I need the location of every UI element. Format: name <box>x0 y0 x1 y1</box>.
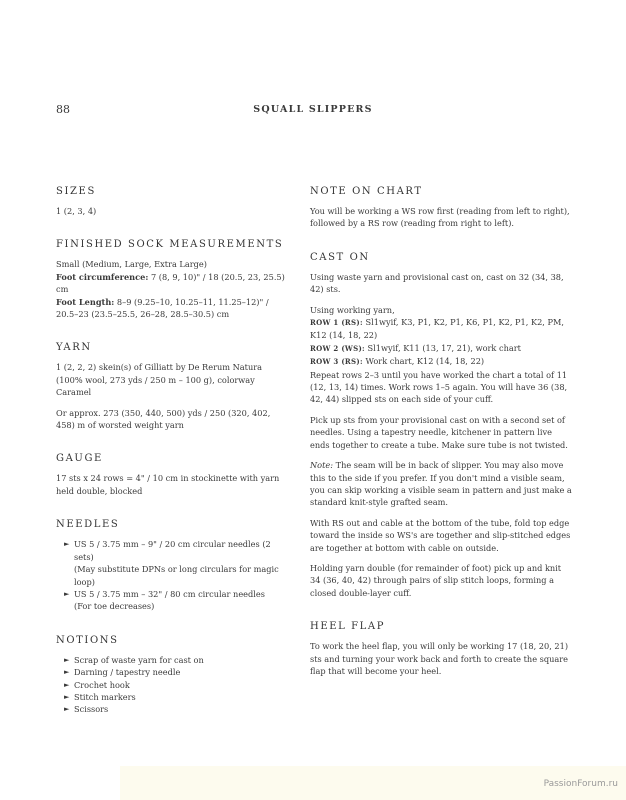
row-2-label: ROW 2 (WS): <box>310 343 365 353</box>
yarn-heading: YARN <box>56 342 92 354</box>
right-column <box>310 186 572 699</box>
row-3 <box>310 355 572 368</box>
needle-main: US 5 / 3.75 mm – 32" / 80 cm circular needles <box>74 588 265 599</box>
foot-length <box>56 296 288 321</box>
bullet-icon: ► <box>64 655 70 664</box>
row-3-label: ROW 3 (RS): <box>310 357 363 367</box>
row-2-text: Sl1wyif, K11 (13, 17, 21), work chart <box>364 342 521 353</box>
list-item <box>64 703 288 715</box>
needle-sub: (For toe decreases) <box>74 601 155 612</box>
row-2 <box>310 342 572 355</box>
sizes-text: 1 (2, 3, 4) <box>56 206 97 216</box>
bullet-icon: ► <box>64 705 70 714</box>
sizes-section <box>56 186 288 217</box>
bullet-icon: ► <box>64 692 70 701</box>
cast-on-paragraph-3: Repeat rows 2–3 until you have worked the chart a total of 11 (12, 13, 14) times. Work rows 1–5 again. You will have 36 (38, 42, 44) slipped sts on each side of your cuff. <box>310 369 568 405</box>
row-1 <box>310 316 572 342</box>
left-column <box>56 186 288 738</box>
foot-length-value: 8–9 (9.25–10, 10.25–11, 11.25–12)" / 20.5–23 (23.5–25.5, 26–28, 28.5–30.5) cm <box>56 296 269 320</box>
sizes-heading: SIZES <box>56 186 96 197</box>
gauge-section <box>56 453 288 497</box>
chart-note-heading: NOTE ON CHART <box>310 186 423 197</box>
notions-section <box>56 635 288 716</box>
page-title: SQUALL SLIPPERS <box>253 104 373 115</box>
list-item <box>64 691 288 703</box>
needles-heading: NEEDLES <box>56 519 120 531</box>
page-number: 88 <box>56 103 70 116</box>
seam-note <box>310 459 572 509</box>
notion-text: Scrap of waste yarn for cast on <box>74 654 204 665</box>
gauge-heading: GAUGE <box>56 453 103 465</box>
note-label: Note: <box>310 460 333 471</box>
notion-text: Stitch markers <box>74 691 136 702</box>
yarn-section <box>56 342 288 431</box>
bullet-icon: ► <box>64 668 70 677</box>
row-1-text: Sl1wyif, K3, P1, K2, P1, K6, P1, K2, P1, K2, PM, K12 (14, 18, 22) <box>310 317 564 341</box>
list-item <box>64 538 288 588</box>
yarn-paragraph-1: 1 (2, 2, 2) skein(s) of Gilliatt by De Rerum Natura (100% wool, 273 yds / 250 m – 100 g), colorway Caramel <box>56 362 263 398</box>
cast-on-section <box>310 252 572 599</box>
row-3-text: Work chart, K12 (14, 18, 22) <box>362 356 485 367</box>
bullet-icon: ► <box>64 589 70 598</box>
notions-heading: NOTIONS <box>56 634 119 646</box>
cast-on-paragraph-4: Pick up sts from your provisional cast on with a second set of needles. Using a tapestry needle, kitchener in pattern live ends together to create a tube. Make sure tube is not twisted. <box>310 414 568 450</box>
needle-main: US 5 / 3.75 mm – 9" / 20 cm circular needles (2 sets) <box>74 539 271 562</box>
cast-on-paragraph-2: Using working yarn, <box>310 304 395 315</box>
cast-on-paragraph-1: Using waste yarn and provisional cast on, cast on 32 (34, 38, 42) sts. <box>310 271 564 295</box>
foot-circumference-value: 7 (8, 9, 10)" / 18 (20.5, 23, 25.5) cm <box>56 271 285 295</box>
watermark: PassionForum.ru <box>543 779 618 789</box>
cast-on-paragraph-5: With RS out and cable at the bottom of the tube, fold top edge toward the inside so WS's are together and slip-stitched edges are together at bottom with cable on outside. <box>310 517 571 553</box>
notion-text: Darning / tapestry needle <box>74 667 181 678</box>
cast-on-heading: CAST ON <box>310 251 370 263</box>
notions-list <box>56 654 288 716</box>
measurements-heading: FINISHED SOCK MEASUREMENTS <box>56 239 284 251</box>
heel-flap-text: To work the heel flap, you will only be working 17 (18, 20, 21) sts and turning your work back and forth to create the square flap that will become your heel. <box>310 641 569 676</box>
notion-text: Scissors <box>74 704 109 715</box>
cast-on-paragraph-6: Holding yarn double (for remainder of foot) pick up and knit 34 (36, 40, 42) through pairs of slip stitch loops, forming a closed double-layer cuff. <box>310 562 562 598</box>
bullet-icon: ► <box>64 680 70 689</box>
heel-flap-section <box>310 621 572 677</box>
foot-circumference <box>56 271 288 296</box>
row-1-label: ROW 1 (RS): <box>310 318 363 328</box>
list-item <box>64 588 288 613</box>
heel-flap-heading: HEEL FLAP <box>310 621 386 633</box>
measurements-sizes: Small (Medium, Large, Extra Large) <box>56 259 207 270</box>
list-item <box>64 666 288 678</box>
foot-circumference-label: Foot circumference: <box>56 271 149 282</box>
notion-text: Crochet hook <box>74 679 130 690</box>
list-item <box>64 654 288 666</box>
measurements-section <box>56 239 288 320</box>
needles-list <box>56 538 288 612</box>
note-text: The seam will be in back of slipper. You may also move this to the side if you prefer. If you don't mind a visible seam, you can skip working a visible seam in pattern and just make a standard knit-style grafted seam. <box>310 460 572 508</box>
bullet-icon: ► <box>64 540 70 549</box>
foot-length-label: Foot Length: <box>56 296 115 307</box>
chart-note-section <box>310 186 572 230</box>
needle-sub: (May substitute DPNs or long circulars for magic loop) <box>74 564 279 587</box>
list-item <box>64 679 288 691</box>
yarn-paragraph-2: Or approx. 273 (350, 440, 500) yds / 250 (320, 402, 458) m of worsted weight yarn <box>56 407 271 431</box>
needles-section <box>56 519 288 612</box>
gauge-text: 17 sts x 24 rows = 4" / 10 cm in stockinette with yarn held double, blocked <box>56 473 280 496</box>
chart-note-text: You will be working a WS row first (reading from left to right), followed by a RS row (reading from right to left). <box>310 206 570 229</box>
